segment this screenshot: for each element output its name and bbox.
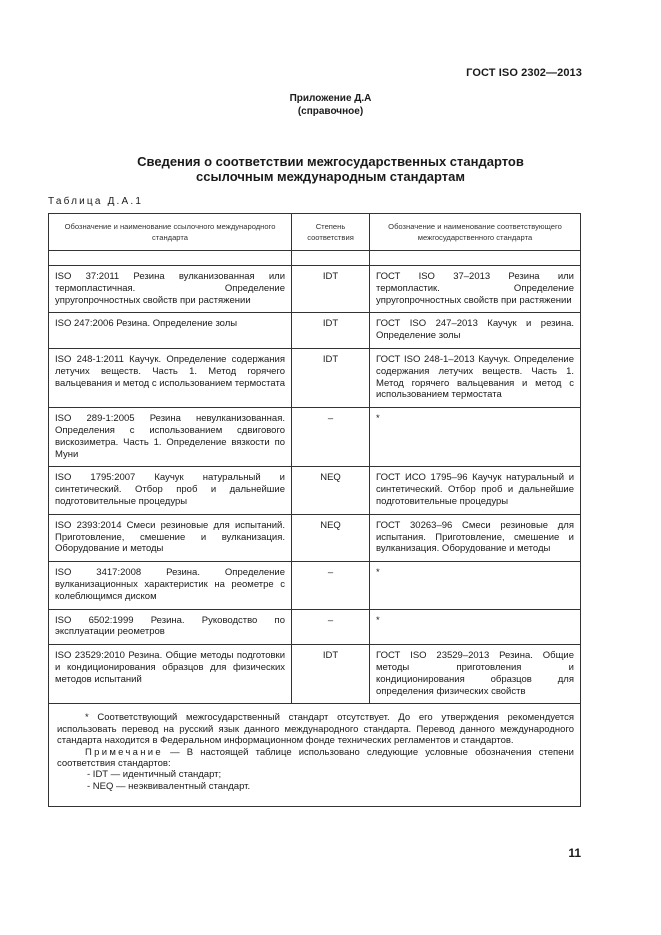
header-reference-standard: Обозначение и наименование ссылочного международного стандарта: [49, 214, 292, 251]
header-correspondence-degree: Степень соответствия: [292, 214, 370, 251]
table-notes-row: [49, 704, 581, 807]
appendix-subtitle: (справочное): [297, 106, 364, 117]
header-gap-cell: [49, 251, 292, 266]
national-standard-cell: ГОСТ ISO 247–2013 Каучук и резина. Определение золы: [370, 313, 581, 349]
national-standard-cell: *: [370, 562, 581, 609]
table-caption: Таблица Д.А.1: [48, 196, 144, 207]
document-code: ГОСТ ISO 2302—2013: [466, 67, 582, 79]
header-gap-cell: [292, 251, 370, 266]
reference-standard-cell: ISO 23529:2010 Резина. Общие методы подготовки и кондиционирования образцов для физических методов испытаний: [49, 645, 292, 704]
note-text: — В настоящей таблице использовано следующие условные обозначения степени соответствия стандартов:: [57, 746, 574, 769]
appendix-heading: [0, 92, 661, 118]
correspondence-table: [48, 213, 581, 807]
reference-standard-cell: ISO 6502:1999 Резина. Руководство по эксплуатации реометров: [49, 609, 292, 645]
table-row: [49, 266, 581, 313]
reference-standard-cell: ISO 3417:2008 Резина. Определение вулканизационных характеристик на реометре с колеблющимся диском: [49, 562, 292, 609]
table-row: [49, 348, 581, 407]
table-header-gap: [49, 251, 581, 266]
reference-standard-cell: ISO 37:2011 Резина вулканизованная или термопластичная. Определение упругопрочностных свойств при растяжении: [49, 266, 292, 313]
table-row: [49, 514, 581, 561]
national-standard-cell: *: [370, 609, 581, 645]
header-gap-cell: [370, 251, 581, 266]
note-label: Примечание: [85, 746, 163, 758]
degree-cell: IDT: [292, 266, 370, 313]
national-standard-cell: ГОСТ ISO 23529–2013 Резина. Общие методы приготовления и кондиционирования образцов для определения физических свойств: [370, 645, 581, 704]
degree-cell: NEQ: [292, 514, 370, 561]
national-standard-cell: ГОСТ 30263–96 Смеси резиновые для испытания. Приготовление, смешение и вулканизация. Оборудование и методы: [370, 514, 581, 561]
degree-cell: IDT: [292, 313, 370, 349]
national-standard-cell: ГОСТ ISO 37–2013 Резина или термопластик. Определение упругопрочностных свойств при растяжении: [370, 266, 581, 313]
table-notes: [49, 704, 581, 807]
reference-standard-cell: ISO 289-1:2005 Резина невулканизованная. Определения с использованием сдвигового вискозиметра. Часть 1. Определение вязкости по Муни: [49, 408, 292, 467]
footnote: * Соответствующий межгосударственный стандарт отсутствует. До его утверждения рекомендуется использовать перевод на русский язык данного международного стандарта. Перевод данного международного стандарта находится в Федеральном информационном фонде технических регламентов и стандартов.: [57, 712, 574, 747]
reference-standard-cell: ISO 247:2006 Резина. Определение золы: [49, 313, 292, 349]
abbreviation-neq: - NEQ — неэквивалентный стандарт.: [87, 780, 251, 792]
national-standard-cell: ГОСТ ИСО 1795–96 Каучук натуральный и синтетический. Отбор проб и дальнейшие подготовительные процедуры: [370, 467, 581, 514]
table-header-row: [49, 214, 581, 251]
header-national-standard: Обозначение и наименование соответствующего межгосударственного стандарта: [370, 214, 581, 251]
page-title-line-1: Сведения о соответствии межгосударственных стандартов: [137, 154, 524, 169]
degree-cell: –: [292, 408, 370, 467]
appendix-title: Приложение Д.А: [289, 93, 372, 104]
national-standard-cell: ГОСТ ISO 248-1–2013 Каучук. Определение содержания летучих веществ. Часть 1. Метод горячего вальцевания и метод с использованием термостата: [370, 348, 581, 407]
abbreviation-idt: - IDT — идентичный стандарт;: [87, 769, 222, 781]
table-row: [49, 562, 581, 609]
reference-standard-cell: ISO 1795:2007 Каучук натуральный и синтетический. Отбор проб и дальнейшие подготовительные процедуры: [49, 467, 292, 514]
reference-standard-cell: ISO 248-1:2011 Каучук. Определение содержания летучих веществ. Часть 1. Метод горячего вальцевания и метод с использованием термостата: [49, 348, 292, 407]
reference-standard-cell: ISO 2393:2014 Смеси резиновые для испытаний. Приготовление, смешение и вулканизация. Оборудование и методы: [49, 514, 292, 561]
page-title: [0, 154, 661, 184]
page-title-line-2: ссылочным международным стандартам: [196, 169, 465, 184]
table-row: [49, 609, 581, 645]
degree-cell: IDT: [292, 348, 370, 407]
table-row: [49, 467, 581, 514]
national-standard-cell: *: [370, 408, 581, 467]
table-row: [49, 408, 581, 467]
table-row: [49, 313, 581, 349]
degree-cell: –: [292, 562, 370, 609]
degree-cell: IDT: [292, 645, 370, 704]
page-number: 11: [568, 846, 581, 860]
degree-cell: NEQ: [292, 467, 370, 514]
table-row: [49, 645, 581, 704]
note: [57, 747, 574, 770]
degree-cell: –: [292, 609, 370, 645]
